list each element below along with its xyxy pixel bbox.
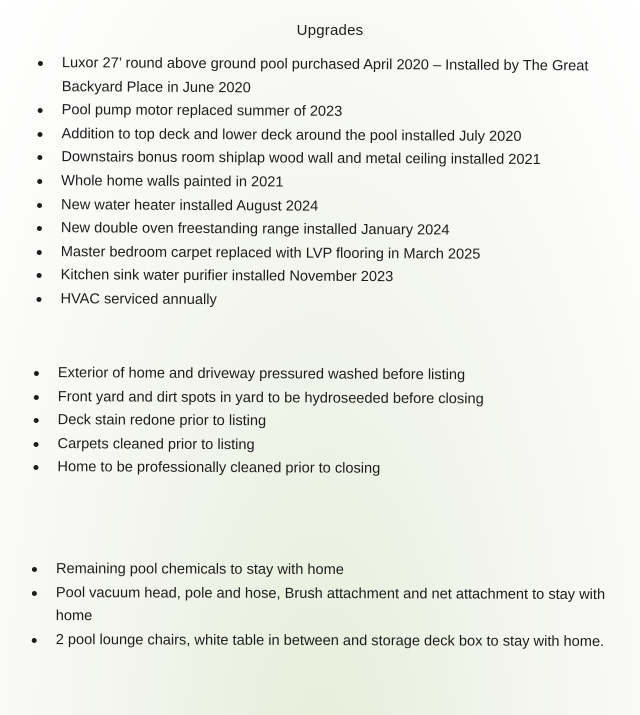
list-item: Pool vacuum head, pole and hose, Brush attachment and net attachment to stay with home [31,582,619,631]
list-item: Carpets cleaned prior to listing [33,433,623,460]
list-item: New water heater installed August 2024 [36,194,626,221]
list-item: Remaining pool chemicals to stay with home [31,558,619,584]
list-item: Exterior of home and driveway pressured washed before listing [33,362,623,389]
list-item: Home to be professionally cleaned prior to closing [32,456,622,483]
list-item: Front yard and dirt spots in yard to be hydroseeded before closing [33,386,623,413]
list-item: Luxor 27’ round above ground pool purchased April 2020 – Installed by The Great Backyard Place in June 2020 [37,52,627,103]
list-item: HVAC serviced annually [35,288,625,315]
upgrades-list [35,52,627,315]
list-item: New double oven freestanding range installed January 2024 [36,217,626,244]
list-item: Downstairs bonus room shiplap wood wall and metal ceiling installed 2021 [36,146,626,173]
list-item: Deck stain redone prior to listing [33,409,623,436]
pre-listing-list [32,362,623,483]
list-item: Addition to top deck and lower deck around the pool installed July 2020 [36,123,626,150]
list-item: Kitchen sink water purifier installed November 2023 [36,264,626,291]
list-item: Whole home walls painted in 2021 [36,170,626,197]
list-item: 2 pool lounge chairs, white table in between and storage deck box to stay with home. [31,629,619,655]
list-item: Pool pump motor replaced summer of 2023 [37,99,627,126]
conveyed-items-list [31,558,619,654]
document-title: Upgrades [296,22,364,39]
list-item: Master bedroom carpet replaced with LVP flooring in March 2025 [36,241,626,268]
